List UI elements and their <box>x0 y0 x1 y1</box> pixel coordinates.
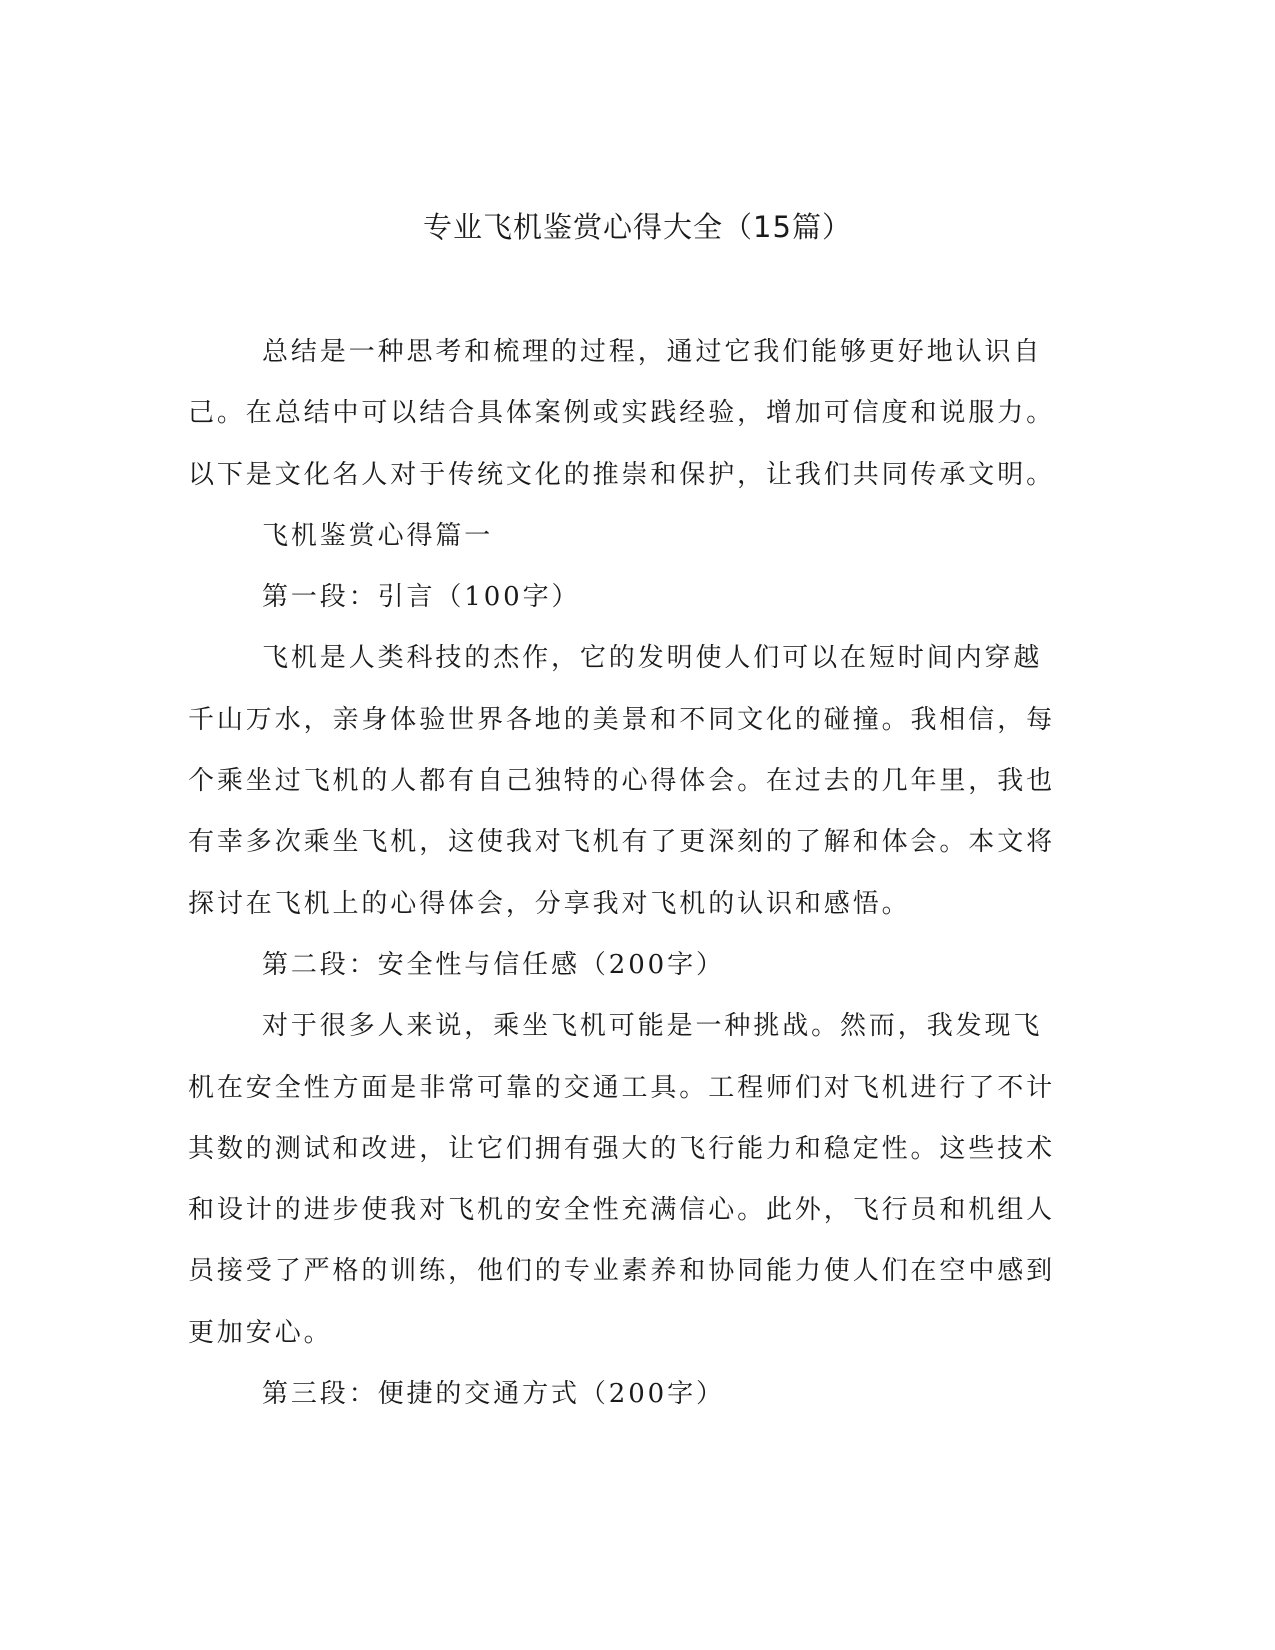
paragraph-heading-1: 第一段：引言（100字） <box>262 582 581 613</box>
intro-paragraph: 总结是一种思考和梳理的过程，通过它我们能够更好地认识自己。在总结中可以结合具体案例或实践经验，增加可信度和说服力。以下是文化名人对于传统文化的推崇和保护，让我们共同传承文明。 <box>188 337 1056 490</box>
document-body <box>188 322 1068 1425</box>
document-title: 专业飞机鉴赏心得大全（15篇） <box>423 210 852 244</box>
section-heading-part-one: 飞机鉴赏心得篇一 <box>262 520 494 551</box>
paragraph-body-2: 对于很多人来说，乘坐飞机可能是一种挑战。然而，我发现飞机在安全性方面是非常可靠的交通工具。工程师们对飞机进行了不计其数的测试和改进，让它们拥有强大的飞行能力和稳定性。这些技术和设计的进步使我对飞机的安全性充满信心。此外，飞行员和机组人员接受了严格的训练，他们的专业素养和协同能力使人们在空中感到更加安心。 <box>188 1011 1056 1348</box>
paragraph-heading-3: 第三段：便捷的交通方式（200字） <box>262 1379 725 1410</box>
paragraph-heading-2: 第二段：安全性与信任感（200字） <box>262 949 725 980</box>
paragraph-body-1: 飞机是人类科技的杰作，它的发明使人们可以在短时间内穿越千山万水，亲身体验世界各地的美景和不同文化的碰撞。我相信，每个乘坐过飞机的人都有自己独特的心得体会。在过去的几年里，我也有幸多次乘坐飞机，这使我对飞机有了更深刻的了解和体会。本文将探讨在飞机上的心得体会，分享我对飞机的认识和感悟。 <box>188 643 1056 919</box>
